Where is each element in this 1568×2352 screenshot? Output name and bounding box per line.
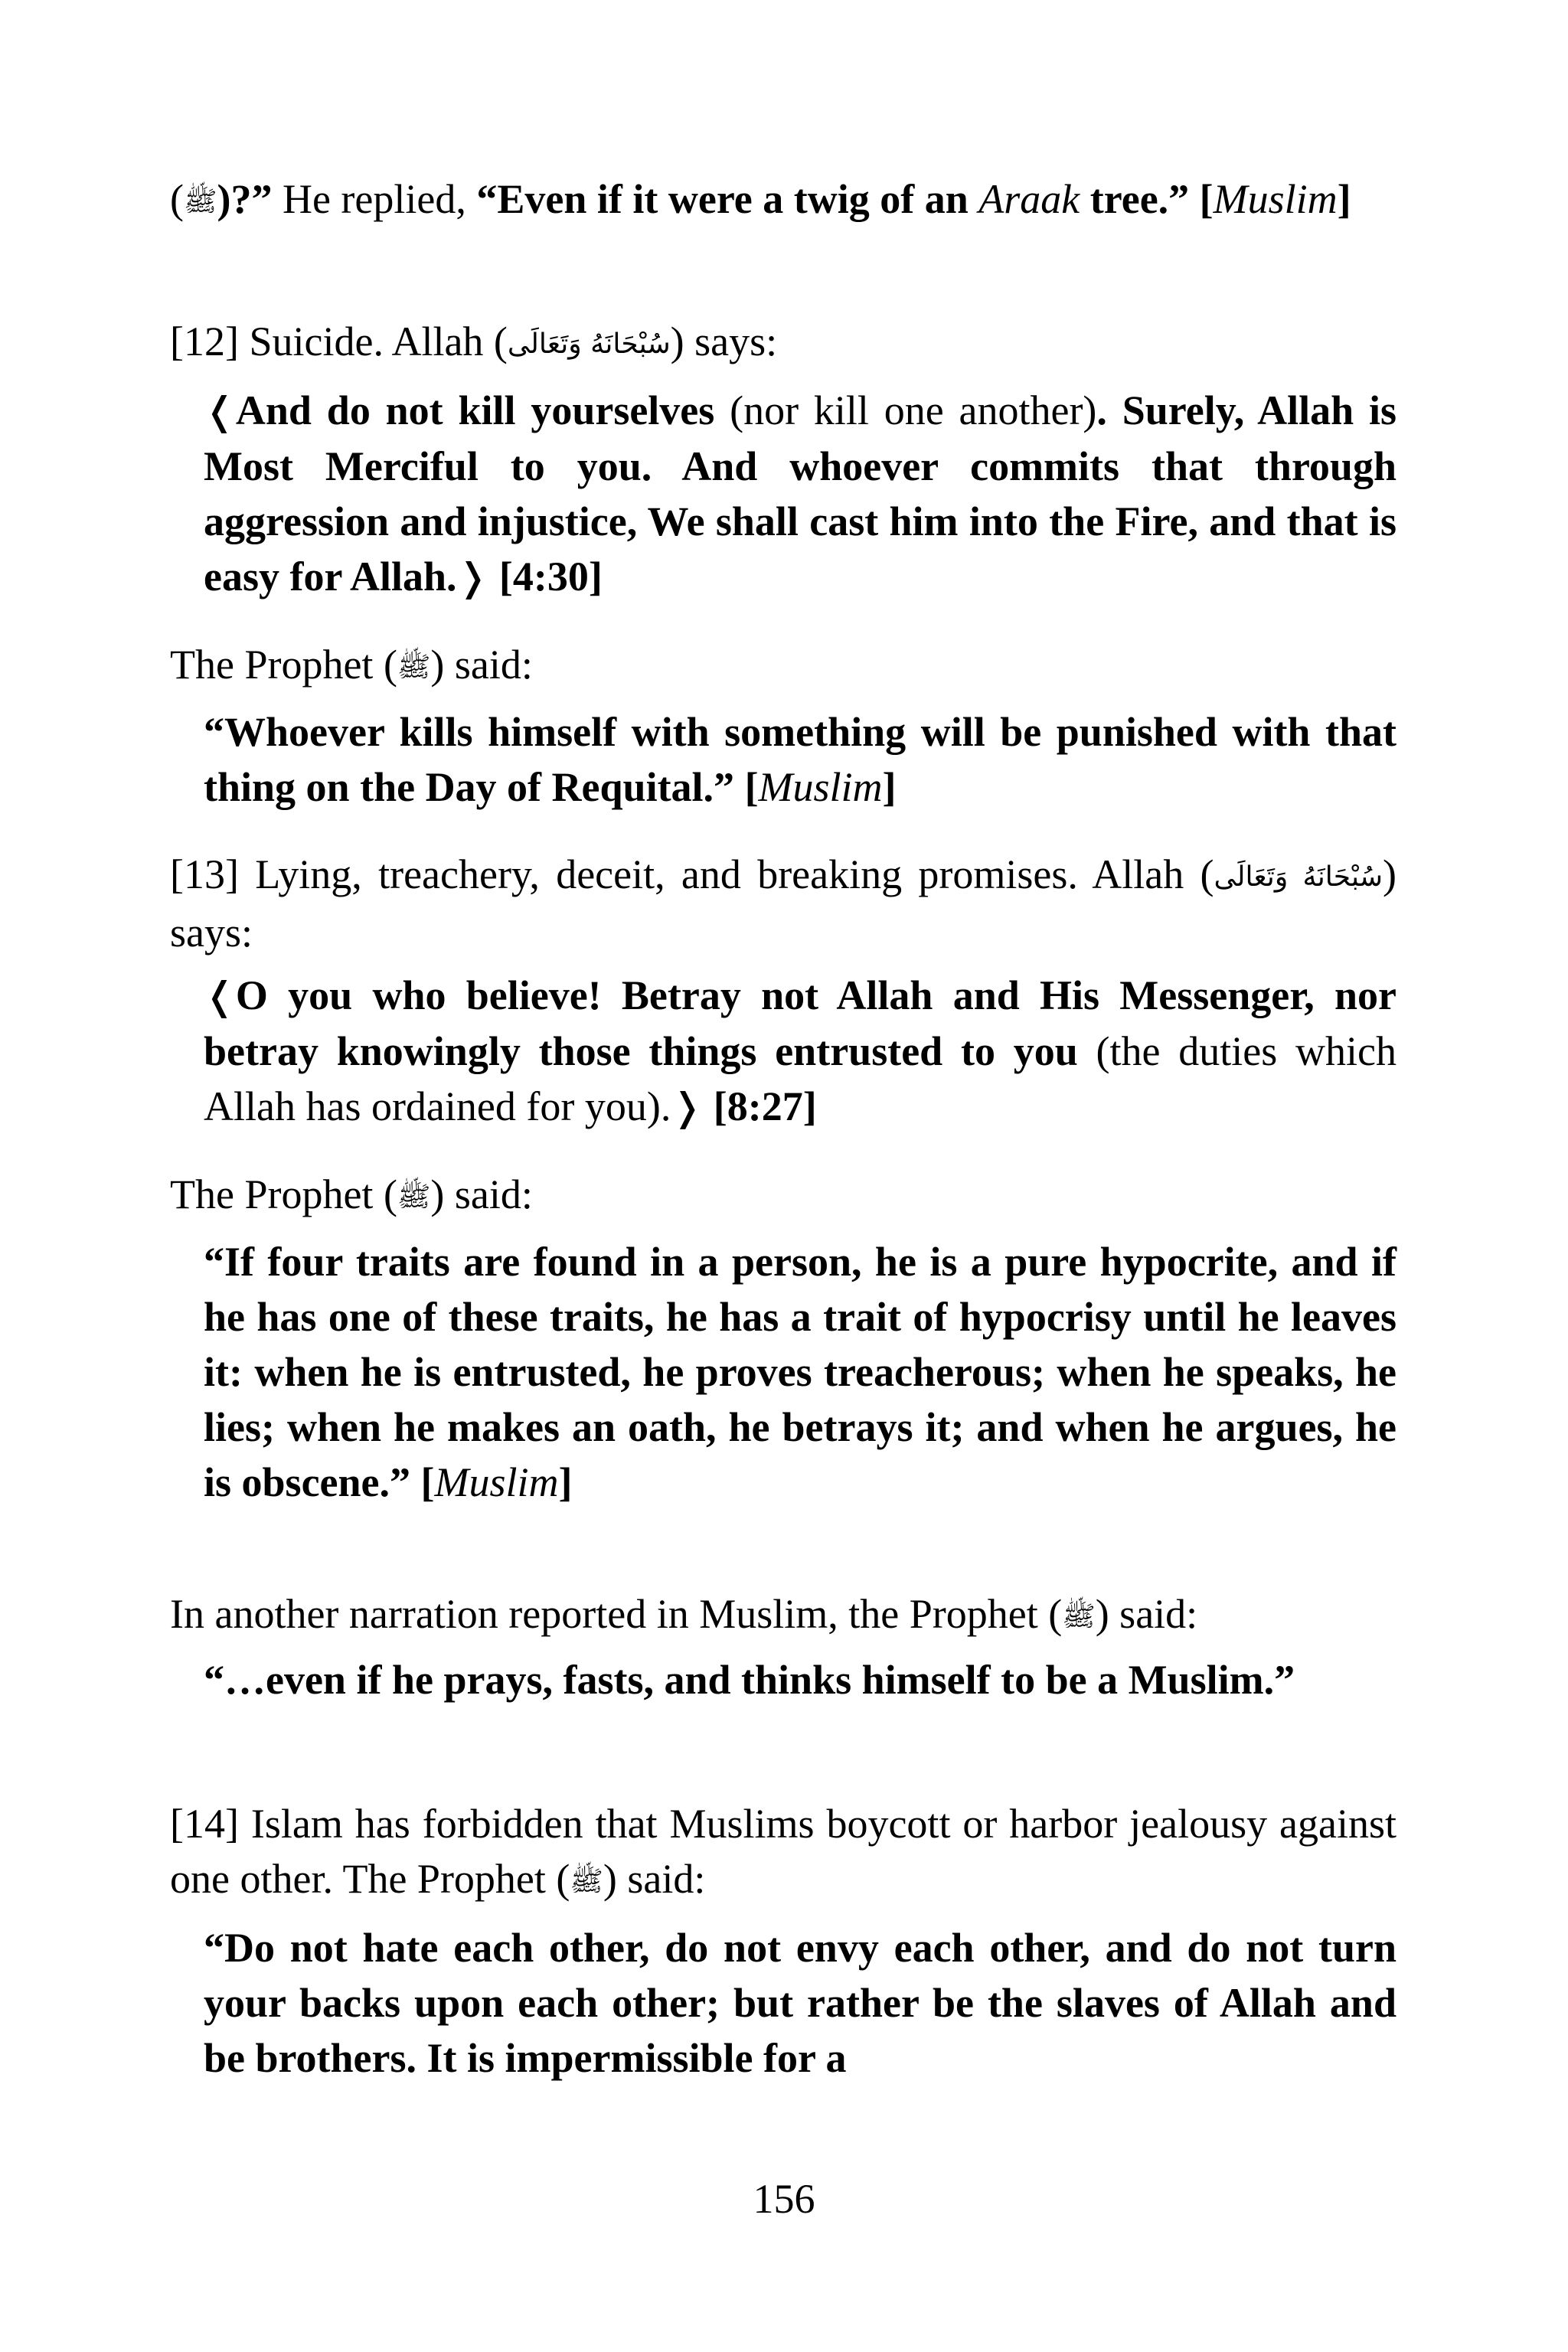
- hadith-quote: “Whoever kills himself with something will be punished with that thing on the Day of Requital.”: [204, 709, 1396, 810]
- prophet-honorific-icon: ﷺ: [397, 1181, 431, 1213]
- verse-reference: [8:27]: [703, 1083, 817, 1129]
- italic-term: Araak: [978, 176, 1080, 222]
- section-text: [13] Lying, treachery, deceit, and breaking promises. Allah (: [170, 851, 1214, 897]
- source-reference: Muslim: [758, 764, 883, 810]
- ref-bracket-close: ]: [1337, 176, 1351, 222]
- page-number: 156: [753, 2176, 815, 2222]
- section-text: [14] Islam has forbidden that Muslims boycott or harbor jealousy against one other. The Prophet (: [170, 1801, 1396, 1902]
- quran-verse-8-27: [204, 968, 1396, 1135]
- prophet-honorific-icon: ﷺ: [397, 652, 431, 683]
- quran-verse-4-30: [204, 383, 1396, 605]
- section-text-end: ) said:: [603, 1856, 706, 1902]
- hadith-quote: “Even if it were a twig of an: [476, 176, 979, 222]
- another-narration-line: [170, 1586, 1396, 1645]
- prophet-honorific-icon: ﷺ: [1062, 1601, 1096, 1632]
- prophet-said-line-1: [170, 637, 1396, 695]
- intro-text: The Prophet (: [170, 642, 397, 688]
- section-14-heading: [170, 1796, 1396, 1909]
- hadith-suicide: [204, 704, 1396, 815]
- intro-text-end: ) said:: [430, 642, 533, 688]
- verse-text: And do not kill yourselves: [235, 387, 715, 433]
- verse-text: O you who believe! Betray not Allah and His Messenger, nor betray knowingly those things entrusted to you: [204, 972, 1396, 1074]
- section-text-end: ) says:: [670, 318, 778, 364]
- verse-reference: [4:30]: [488, 554, 603, 599]
- intro-text: In another narration reported in Muslim, the Prophet (: [170, 1591, 1063, 1637]
- source-reference: Muslim: [434, 1459, 559, 1505]
- hadith-hypocrite: [204, 1234, 1396, 1510]
- verse-gloss: (the duties which Allah has ordained for you).: [204, 1028, 1396, 1129]
- paren-open: (: [170, 176, 184, 222]
- section-13-heading: [170, 847, 1396, 960]
- ornate-bracket-close-icon: ❭: [671, 1085, 704, 1129]
- narration-text: He replied,: [272, 176, 477, 222]
- section-text: [12] Suicide. Allah (: [170, 318, 508, 364]
- intro-text-end: ) said:: [430, 1171, 533, 1217]
- ref-bracket-open: [: [420, 1459, 435, 1505]
- verse-text-continued: . Surely, Allah is Most Merciful to you. And whoever commits that through aggression and injustice, We shall cast him into the Fire, and that is easy for Allah.: [204, 387, 1396, 599]
- hadith-even-if-prays: [204, 1652, 1396, 1707]
- prophet-honorific-icon: ﷺ: [570, 1866, 603, 1897]
- source-reference: Muslim: [1213, 176, 1338, 222]
- intro-text: The Prophet (: [170, 1171, 397, 1217]
- hadith-quote: “…even if he prays, fasts, and thinks himself to be a Muslim.”: [204, 1657, 1295, 1703]
- prophet-honorific-icon: ﷺ: [183, 186, 217, 217]
- allah-honorific-icon: سُبْحَانَهُ وَتَعَالَى: [1214, 861, 1383, 893]
- hadith-quote-end: tree.”: [1080, 176, 1200, 222]
- ornate-bracket-open-icon: ❬: [204, 389, 236, 433]
- prophet-said-line-2: [170, 1167, 1396, 1225]
- ornate-bracket-open-icon: ❬: [204, 974, 236, 1018]
- section-text-end: ) says:: [170, 851, 1397, 956]
- intro-text-end: ) said:: [1095, 1591, 1198, 1637]
- hadith-quote: “Do not hate each other, do not envy each other, and do not turn your backs upon each other; but rather be the slaves of Allah and be brothers. It is impermissible for a: [204, 1925, 1396, 2081]
- ref-bracket-open: [: [744, 764, 759, 810]
- quote-end-punctuation: )?”: [217, 176, 273, 222]
- verse-gloss: (nor kill one another): [714, 387, 1097, 433]
- ref-bracket-open: [: [1199, 176, 1214, 222]
- ref-bracket-close: ]: [882, 764, 897, 810]
- section-12-heading: [170, 314, 1396, 372]
- continuation-paragraph: [170, 172, 1396, 230]
- ref-bracket-close: ]: [558, 1459, 573, 1505]
- allah-honorific-icon: سُبْحَانَهُ وَتَعَالَى: [507, 328, 671, 360]
- ornate-bracket-close-icon: ❭: [456, 555, 489, 599]
- hadith-quote: “If four traits are found in a person, he is a pure hypocrite, and if he has one of these traits, he has a trait of hypocrisy until he leaves it: when he is entrusted, he proves treacherous; when he speaks, he lies; when he makes an oath, he betrays it; and when he argues, he is obscene.”: [204, 1239, 1396, 1505]
- hadith-do-not-hate: [204, 1920, 1396, 2086]
